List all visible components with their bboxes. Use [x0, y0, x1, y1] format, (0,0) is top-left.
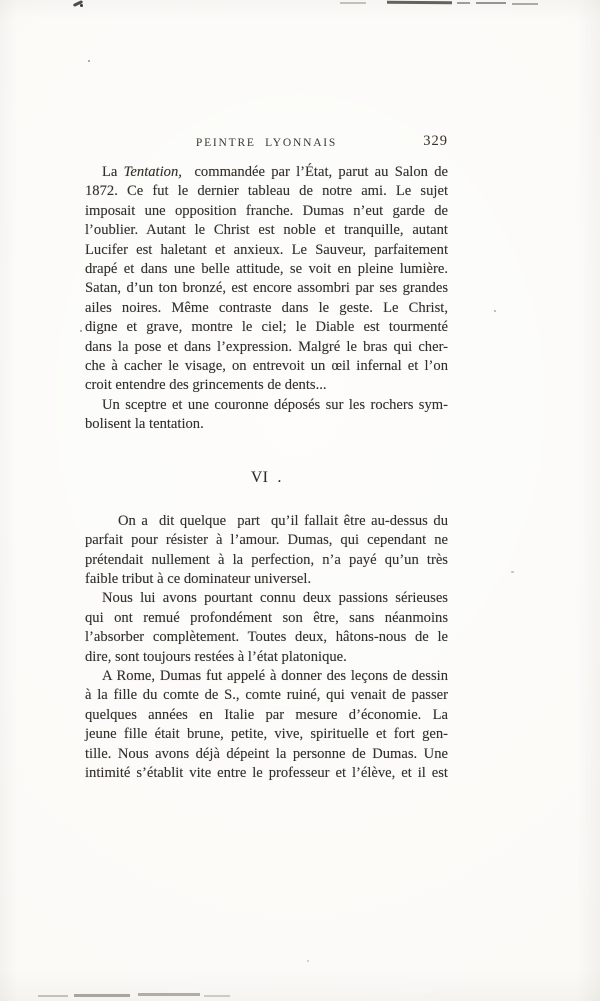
scan-artifact-top-squiggle-dot	[80, 4, 83, 7]
page-number: 329	[423, 133, 448, 149]
text-line	[85, 182, 448, 201]
text-line	[85, 396, 448, 415]
text-segment: intimité s’établit vite entre le professeur et l’élève, et il est	[85, 764, 448, 781]
paragraph	[85, 589, 448, 667]
scan-artifact-speck	[511, 571, 514, 573]
text-segment: parfait pour résister à l’amour. Dumas, qui cependant ne	[85, 532, 448, 549]
text-segment: Nous lui avons pourtant connu deux passions sérieuses	[102, 590, 448, 607]
page-header	[85, 133, 448, 157]
text-line	[85, 279, 448, 298]
text-segment: digne et grave, montre le ciel; le Diable est tourmenté	[85, 319, 448, 336]
text-segment: che à cacher le visage, on entrevoit un œil infernal et l’on	[85, 357, 448, 374]
text-line	[85, 202, 448, 221]
scan-artifact-top-dash	[476, 2, 506, 4]
text-line	[85, 628, 448, 647]
text-segment: La	[102, 164, 124, 180]
text-line	[85, 221, 448, 240]
paragraph	[85, 163, 448, 396]
text-segment: Un sceptre et une couronne déposés sur les rochers sym-	[102, 396, 448, 413]
text-line	[85, 338, 448, 357]
text-segment: tille. Nous avons déjà dépeint la personne de Dumas. Une	[85, 745, 448, 762]
scan-artifact-top-dash	[512, 3, 538, 5]
text-segment: prétendait nullement à la perfection, n’a payé qu’un très	[85, 551, 448, 568]
text-segment: qui ont remué profondément son être, sans néanmoins	[85, 609, 448, 626]
text-line	[85, 667, 448, 686]
text-segment: l’absorber complètement. Toutes deux, hâtons-nous de le	[85, 629, 448, 646]
text-segment: A Rome, Dumas fut appelé à donner des leçons de dessin	[102, 667, 448, 684]
text-segment: imposait une opposition franche. Dumas n’eut garde de	[85, 202, 448, 219]
text-segment: à la fille du comte de S., comte ruiné, qui venait de passer	[85, 687, 448, 704]
scan-artifact-bottom-smudge	[204, 995, 230, 997]
text-segment: dans la pose et dans l’expression. Malgré le bras qui cher-	[85, 338, 448, 355]
text-segment: bolisent la tentation.	[85, 416, 204, 433]
italic-text: Tentation,	[123, 164, 182, 180]
text-line	[85, 609, 448, 628]
text-line	[85, 299, 448, 318]
text-segment: faible tribut à ce dominateur universel.	[85, 571, 312, 588]
text-line	[85, 686, 448, 705]
text-line	[85, 376, 448, 395]
scan-artifact-top-dash	[457, 2, 470, 4]
running-title: PEINTRE LYONNAIS	[195, 137, 338, 149]
scan-artifact-speck	[88, 60, 90, 62]
text-line	[85, 570, 448, 589]
text-line	[85, 725, 448, 744]
text-segment: croit entendre des grincements de dents...	[85, 377, 327, 394]
text-line	[85, 551, 448, 570]
text-line	[85, 415, 448, 434]
text-line	[85, 706, 448, 725]
text-segment: quelques années en Italie par mesure d’économie. La	[85, 706, 448, 723]
text-segment: commandée par l’État, parut au Salon de	[181, 164, 448, 180]
text-line	[85, 589, 448, 608]
text-block	[85, 163, 448, 783]
section-heading: VI .	[251, 469, 282, 487]
text-segment: 1872. Ce fut le dernier tableau de notre ami. Le sujet	[85, 183, 448, 200]
text-segment: ailes noires. Même contraste dans le geste. Le Christ,	[85, 299, 448, 316]
scan-artifact-bottom-smudge	[74, 994, 130, 997]
text-line	[85, 745, 448, 764]
text-line	[85, 764, 448, 783]
text-segment: dire, sont toujours restées à l’état platonique.	[85, 648, 347, 665]
text-segment: Satan, d’un ton bronzé, est encore assombri par ses grandes	[85, 280, 448, 297]
text-line	[85, 648, 448, 667]
scan-artifact-speck	[494, 310, 496, 312]
text-line	[85, 357, 448, 376]
text-line	[85, 241, 448, 260]
scan-artifact-bottom-smudge	[38, 995, 68, 997]
scan-artifact-bottom-smudge	[138, 993, 200, 996]
paragraph	[85, 396, 448, 435]
text-line	[85, 318, 448, 337]
scan-artifact-speck	[307, 960, 309, 962]
text-segment: Lucifer est haletant et anxieux. Le Sauveur, parfaitement	[85, 241, 448, 258]
text-segment: jeune fille était brune, petite, vive, spirituelle et fort gen-	[85, 726, 448, 743]
text-line	[85, 260, 448, 279]
scan-artifact-top-dash	[387, 1, 452, 4]
text-line	[85, 531, 448, 550]
text-segment: On a dit quelque part qu’il fallait être au-dessus du	[118, 512, 448, 529]
text-segment: drapé et dans une belle attitude, se voit en pleine lumière.	[85, 260, 448, 277]
text-line	[85, 163, 448, 182]
text-line	[85, 512, 448, 531]
scan-artifact-speck	[80, 330, 82, 332]
scan-artifact-top-dash	[340, 2, 366, 4]
text-segment: l’oublier. Autant le Christ est noble et tranquille, autant	[85, 222, 448, 239]
paragraph	[85, 667, 448, 783]
paragraph	[85, 512, 448, 590]
